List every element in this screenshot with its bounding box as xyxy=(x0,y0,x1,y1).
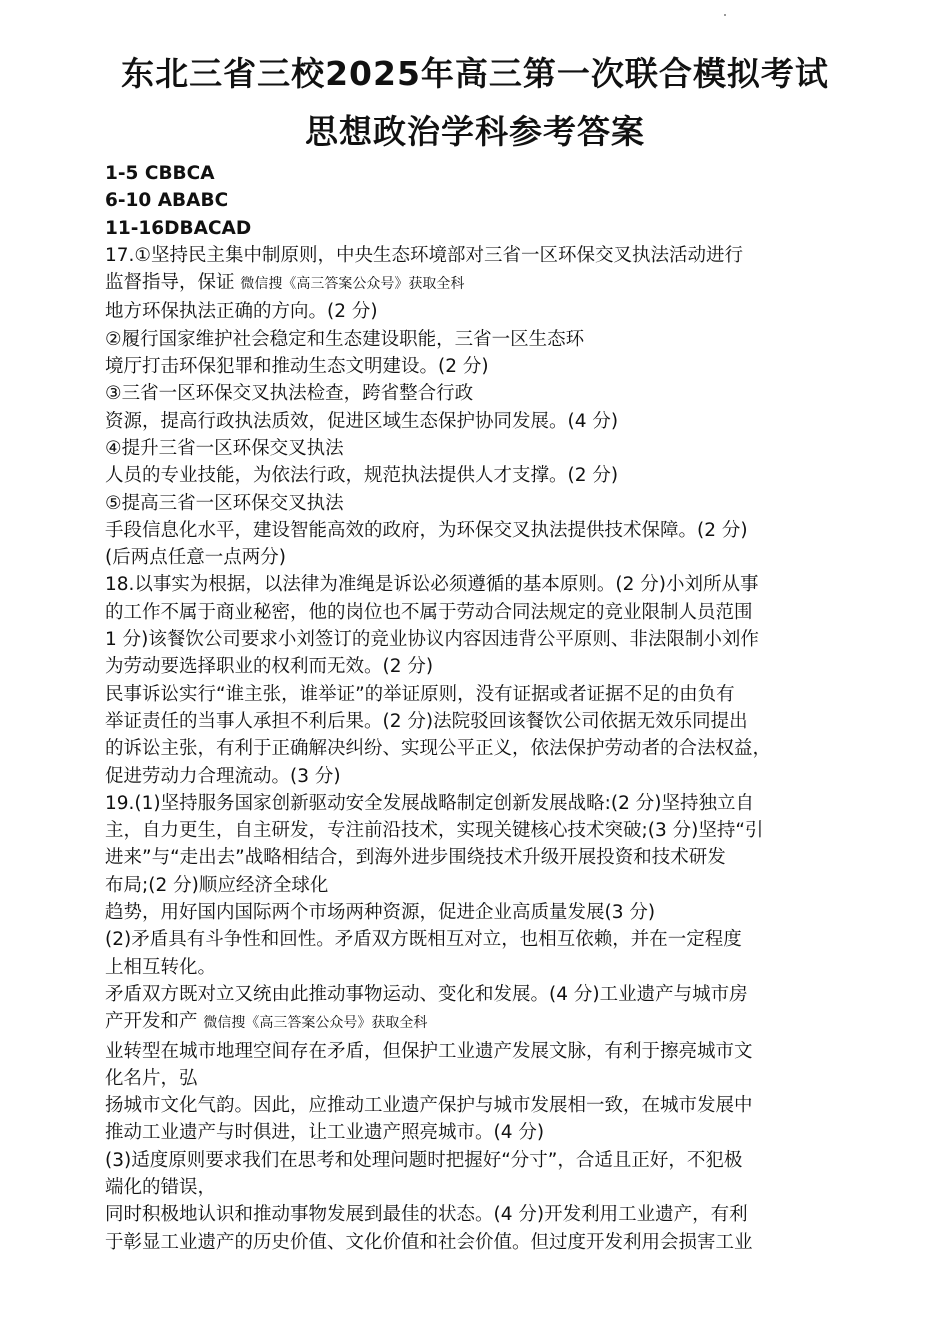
answer-range-6-10: 6-10 ABABC xyxy=(105,190,229,212)
q19-line: 端化的错误， xyxy=(105,1176,217,1198)
watermark-text: 微信搜《高三答案公众号》获取全科 xyxy=(203,1015,428,1032)
q18-line: 为劳动要选择职业的权利而无效。(2 分) xyxy=(105,656,434,678)
q18-line: 促进劳动力合理流动。(3 分) xyxy=(105,765,341,787)
q19-line: 推动工业遗产与时俱进，让工业遗产照亮城市。(4 分) xyxy=(105,1122,545,1144)
scan-speck xyxy=(724,14,726,16)
q17-line: 17.①坚持民主集中制原则，中央生态环境部对三省一区环保交叉执法活动进行 xyxy=(105,244,744,266)
q19-line: 布局;(2 分)顺应经济全球化 xyxy=(105,874,329,896)
q19-line: 同时积极地认识和推动事物发展到最佳的状态。(4 分)开发利用工业遗产，有利 xyxy=(105,1204,748,1226)
q17-line: ③三省一区环保交叉执法检查，跨省整合行政 xyxy=(105,383,474,405)
q19-line: 于彰显工业遗产的历史价值、文化价值和社会价值。但过度开发利用会损害工业 xyxy=(105,1231,753,1253)
answer-range-1-5: 1-5 CBBCA xyxy=(105,163,215,184)
q19-line: 进来”与“走出去”战略相结合，到海外进步围绕技术升级开展投资和技术研发 xyxy=(105,847,726,869)
q17-note: (后两点任意一点两分) xyxy=(105,547,286,569)
q18-line: 18.以事实为根据，以法律为准绳是诉讼必须遵循的基本原则。(2 分)小刘所从事 xyxy=(105,574,759,596)
q19-line: 业转型在城市地理空间存在矛盾，但保护工业遗产发展文脉，有利于擦亮城市文 xyxy=(105,1040,753,1062)
q19-line: 主，自力更生，自主研发，专注前沿技术，实现关键核心技术突破;(3 分)坚持“引 xyxy=(105,820,764,842)
q19-line: (3)适度原则要求我们在思考和处理问题时把握好“分寸”，合适且正好，不犯极 xyxy=(105,1149,743,1171)
q17-line: 地方环保执法正确的方向。(2 分) xyxy=(105,301,378,323)
q18-line: 的诉讼主张，有利于正确解决纠纷、实现公平正义，依法保护劳动者的合法权益， xyxy=(105,738,772,760)
q17-line: 人员的专业技能，为依法行政，规范执法提供人才支撑。(2 分) xyxy=(105,465,619,487)
page-title: 东北三省三校2025年高三第一次联合模拟考试 xyxy=(121,54,829,93)
q17-line: 手段信息化水平，建设智能高效的政府，为环保交叉执法提供技术保障。(2 分) xyxy=(105,519,748,541)
q19-line: (2)矛盾具有斗争性和回性。矛盾双方既相互对立，也相互依赖，并在一定程度 xyxy=(105,929,742,951)
q17-text: 监督指导，保证 xyxy=(105,272,235,294)
q18-line: 举证责任的当事人承担不利后果。(2 分)法院驳回该餐饮公司依据无效乐同提出 xyxy=(105,710,748,732)
q19-text: 产开发和产 xyxy=(105,1011,198,1033)
q19-line: 趋势，用好国内国际两个市场两种资源，促进企业高质量发展(3 分) xyxy=(105,902,656,924)
q19-line: 上相互转化。 xyxy=(105,956,217,978)
q18-line: 民事诉讼实行“谁主张，谁举证”的举证原则，没有证据或者证据不足的由负有 xyxy=(105,683,735,705)
q17-line: ⑤提高三省一区环保交叉执法 xyxy=(105,492,344,514)
q19-line: 化名片，弘 xyxy=(105,1067,198,1089)
q19-line: 19.(1)坚持服务国家创新驱动安全发展战略制定创新发展战略:(2 分)坚持独立自 xyxy=(105,792,754,814)
q19-line: 矛盾双方既对立又统由此推动事物运动、变化和发展。(4 分)工业遗产与城市房 xyxy=(105,983,748,1005)
q17-line: ②履行国家维护社会稳定和生态建设职能，三省一区生态环 xyxy=(105,328,585,350)
q17-line: 境厅打击环保犯罪和推动生态文明建设。(2 分) xyxy=(105,356,489,378)
q19-line: 扬城市文化气韵。因此，应推动工业遗产保护与城市发展相一致，在城市发展中 xyxy=(105,1095,753,1117)
q17-line: ④提升三省一区环保交叉执法 xyxy=(105,437,344,459)
page-subtitle: 思想政治学科参考答案 xyxy=(305,112,645,151)
answer-body xyxy=(105,160,843,1256)
q17-line: 资源，提高行政执法质效，促进区域生态保护协同发展。(4 分) xyxy=(105,410,619,432)
q17-line xyxy=(105,269,843,298)
q18-line: 的工作不属于商业秘密，他的岗位也不属于劳动合同法规定的竞业限制人员范围 xyxy=(105,601,753,623)
watermark-text: 微信搜《高三答案公众号》获取全科 xyxy=(240,276,465,293)
answer-range-11-16: 11-16DBACAD xyxy=(105,217,252,239)
q19-line xyxy=(105,1008,843,1037)
q18-line: 1 分)该餐饮公司要求小刘签订的竞业协议内容因违背公平原则、非法限制小刘作 xyxy=(105,629,759,651)
